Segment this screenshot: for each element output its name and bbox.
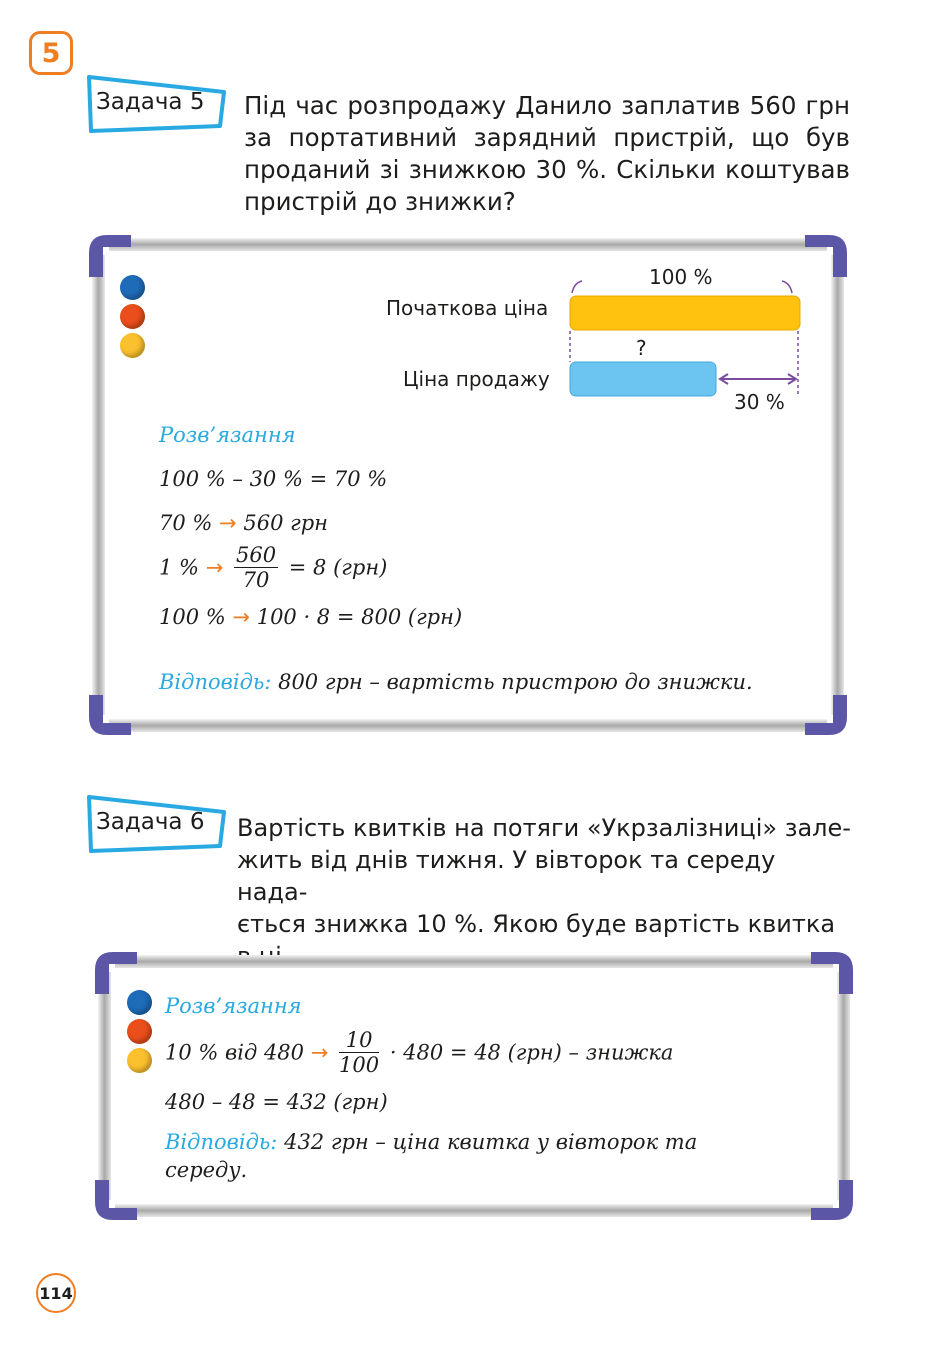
question-mark: ? — [636, 336, 647, 360]
task5-label-tag — [86, 74, 226, 132]
blue-dot — [120, 275, 145, 300]
arrow-icon: → — [205, 555, 224, 580]
solution-line-4: 100 % → 100 · 8 = 800 (грн) — [159, 605, 463, 629]
fraction: $\frac{10}{100}$ — [339, 1028, 380, 1077]
original-price-bar — [570, 296, 800, 330]
discount-percent-label: 30 % — [734, 390, 785, 414]
answer-label: Відповідь: — [159, 670, 272, 694]
yellow-dot — [127, 1048, 152, 1073]
solution-title: Розв’язання — [159, 423, 296, 447]
sale-price-label: Ціна продажу — [403, 367, 550, 391]
task5-text: Під час розпродажу Данило заплатив 560 грн за портативний зарядний пристрій, що був проданий зі знижкою 30 %. Скільки коштував пристрій до знижки? — [244, 91, 850, 216]
blue-dot — [127, 990, 152, 1015]
task6-text: Вартість квитків на потяги «Укрзалізниці» зале- жить від днів тижня. У вівторок та середу нада- ється знижка 10 %. Якою буде вартість квитка — [237, 814, 851, 938]
page-number: 114 — [36, 1273, 76, 1313]
percent-100-label: 100 % — [649, 265, 713, 289]
task5-label: Задача 5 — [96, 89, 205, 115]
solution-line-2: 70 % → 560 грн — [159, 511, 328, 535]
bar-diagram — [564, 275, 809, 405]
whiteboard-task6 — [95, 952, 853, 1220]
solution-title: Розв’язання — [165, 994, 302, 1018]
arrow-icon: → — [219, 511, 237, 535]
answer-text-continued: середу. — [165, 1158, 248, 1182]
chapter-number-badge: 5 — [29, 31, 73, 75]
task6-label: Задача 6 — [96, 809, 205, 835]
answer-text: 800 грн – вартість пристрою до знижки. — [278, 670, 753, 694]
solution-line-3: 1 % → $\frac{560}{70}$ = 8 (грн) — [159, 543, 388, 592]
answer-label: Відповідь: — [165, 1130, 278, 1154]
marker-dots — [127, 990, 152, 1077]
red-dot — [127, 1019, 152, 1044]
solution-line-1: 100 % – 30 % = 70 % — [159, 467, 388, 491]
yellow-dot — [120, 333, 145, 358]
answer-line — [159, 670, 753, 694]
answer-line — [165, 1130, 815, 1182]
marker-dots — [120, 275, 145, 362]
fraction: $\frac{560}{70}$ — [235, 543, 277, 592]
task6-label-tag — [86, 794, 226, 852]
arrow-icon: → — [232, 605, 251, 629]
answer-text: 432 грн – ціна квитка у вівторок та — [284, 1130, 698, 1154]
whiteboard-task5 — [89, 235, 847, 735]
red-dot — [120, 304, 145, 329]
solution-line-1: 10 % від 480 → $\frac{10}{100}$ · 480 = 48 (грн) – знижка — [165, 1028, 674, 1077]
solution-line-2: 480 – 48 = 432 (грн) — [165, 1090, 388, 1114]
original-price-label: Початкова ціна — [386, 296, 549, 320]
sale-price-bar — [570, 362, 716, 396]
arrow-icon: → — [310, 1040, 329, 1065]
